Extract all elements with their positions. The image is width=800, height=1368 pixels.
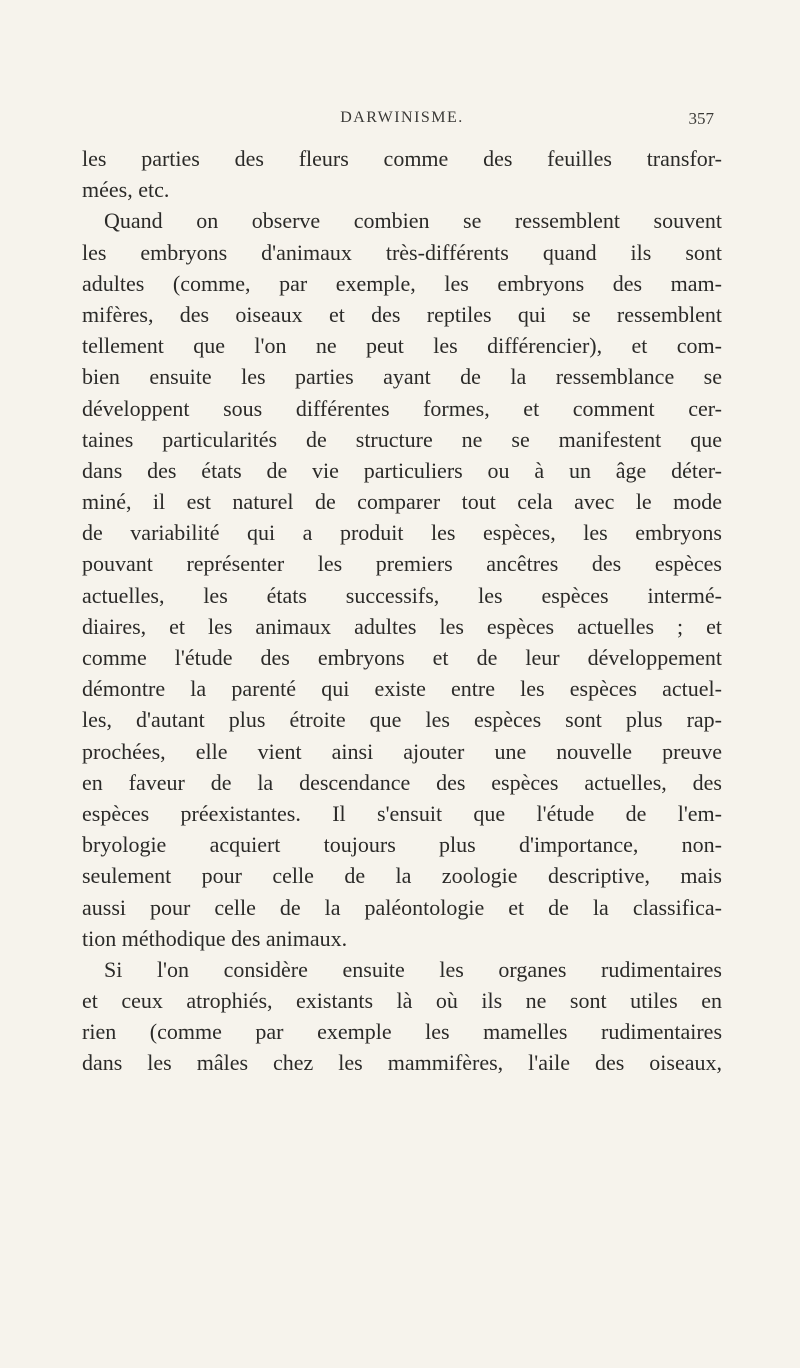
text-line: tellement que l'on ne peut les différencier), et com- xyxy=(82,333,722,359)
text-line: aussi pour celle de la paléontologie et de la classifica- xyxy=(82,894,722,920)
text-line: développent sous différentes formes, et comment cer- xyxy=(82,395,722,421)
text-line: bien ensuite les parties ayant de la ressemblance se xyxy=(82,364,722,390)
text-line: prochées, elle vient ainsi ajouter une nouvelle preuve xyxy=(82,738,722,764)
text-line: seulement pour celle de la zoologie descriptive, mais xyxy=(82,863,722,889)
text-line: de variabilité qui a produit les espèces, les embryons xyxy=(82,520,722,546)
text-line: bryologie acquiert toujours plus d'importance, non- xyxy=(82,832,722,858)
body-text xyxy=(82,143,722,1079)
text-line: comme l'étude des embryons et de leur développement xyxy=(82,645,722,670)
text-line: mées, etc. xyxy=(82,177,170,203)
text-line: les parties des fleurs comme des feuilles transfor- xyxy=(82,146,722,171)
text-line: mifères, des oiseaux et des reptiles qui se ressemblent xyxy=(82,301,722,327)
text-line: actuelles, les états successifs, les espèces intermé- xyxy=(82,582,722,608)
text-line: les, d'autant plus étroite que les espèces sont plus rap- xyxy=(82,707,722,733)
text-line: espèces préexistantes. Il s'ensuit que l'étude de l'em- xyxy=(82,800,722,826)
running-head xyxy=(82,109,722,133)
text-line: dans des états de vie particuliers ou à un âge déter- xyxy=(82,457,722,483)
text-line: rien (comme par exemple les mamelles rudimentaires xyxy=(82,1019,722,1045)
text-line: en faveur de la descendance des espèces actuelles, des xyxy=(82,769,722,795)
text-line: et ceux atrophiés, existants là où ils ne sont utiles en xyxy=(82,988,722,1014)
text-line: diaires, et les animaux adultes les espèces actuelles ; et xyxy=(82,613,722,639)
text-line: Si l'on considère ensuite les organes rudimentaires xyxy=(104,956,722,982)
text-line: taines particularités de structure ne se manifestent que xyxy=(82,426,722,452)
page-number: 357 xyxy=(688,109,714,128)
text-line: les embryons d'animaux très-différents quand ils sont xyxy=(82,239,722,265)
text-line: démontre la parenté qui existe entre les espèces actuel- xyxy=(82,676,722,702)
text-line: pouvant représenter les premiers ancêtres des espèces xyxy=(82,551,722,577)
running-title: DARWINISME. xyxy=(340,109,464,126)
text-line: dans les mâles chez les mammifères, l'aile des oiseaux, xyxy=(82,1050,722,1076)
text-line: adultes (comme, par exemple, les embryons des mam- xyxy=(82,270,722,296)
text-line: tion méthodique des animaux. xyxy=(82,925,348,951)
text-line: Quand on observe combien se ressemblent souvent xyxy=(104,208,722,234)
text-line: miné, il est naturel de comparer tout cela avec le mode xyxy=(82,489,722,515)
